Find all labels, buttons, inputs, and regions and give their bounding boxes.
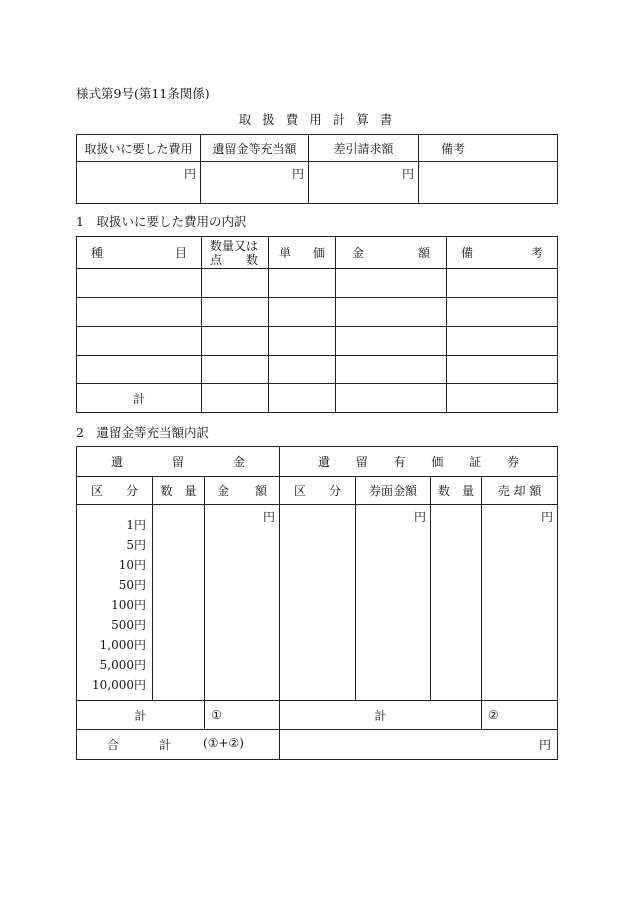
cell-money-amount[interactable]: 円 — [205, 505, 280, 701]
header-unit-price: 単 価 — [269, 237, 336, 269]
cell-net-claim[interactable]: 円 — [309, 162, 419, 204]
total-row — [77, 384, 558, 413]
cell-remarks[interactable] — [419, 162, 558, 204]
list-item: 10円 — [118, 558, 146, 572]
header-amount-money: 金 額 — [205, 477, 280, 505]
table-row — [77, 327, 558, 356]
securities-subtotal-label: 計 — [280, 701, 482, 730]
header-net-claim: 差引請求額 — [309, 135, 419, 162]
cell-deposit-applied[interactable]: 円 — [201, 162, 309, 204]
grand-total-value[interactable]: 円 — [280, 730, 558, 760]
cost-breakdown-table — [76, 236, 558, 413]
section2-heading: 2 遺留金等充当額内訳 — [76, 425, 209, 440]
list-item: 1円 — [126, 518, 146, 532]
denomination-list — [77, 505, 153, 701]
list-item: 1,000円 — [99, 638, 146, 652]
header-amount: 金 額 — [336, 237, 447, 269]
header-face-value: 券面金額 — [356, 477, 431, 505]
header-kind: 種 目 — [77, 237, 202, 269]
list-item: 10,000円 — [92, 678, 146, 692]
header-sale-amount: 売 却 額 — [482, 477, 558, 505]
header-class: 区 分 — [77, 477, 153, 505]
header-deposited-securities: 遺 留 有 価 証 券 — [280, 447, 558, 477]
cell-securities-quantity[interactable] — [431, 505, 482, 701]
cell-face-value[interactable]: 円 — [356, 505, 431, 701]
header-quantity-securities: 数 量 — [431, 477, 482, 505]
money-subtotal-label: 計 — [77, 701, 205, 730]
header-quantity: 数量又は 点 数 — [202, 237, 269, 269]
deposit-breakdown-table — [76, 446, 558, 760]
document-title: 取扱費用計算書 — [238, 112, 404, 127]
header-deposited-money: 遺 留 金 — [77, 447, 280, 477]
header-class-securities: 区 分 — [280, 477, 356, 505]
form-number: 様式第9号(第11条関係) — [76, 86, 210, 101]
table-row — [77, 298, 558, 327]
cell-money-quantity[interactable] — [153, 505, 205, 701]
summary-table — [76, 134, 558, 204]
cell-handling-cost[interactable]: 円 — [77, 162, 201, 204]
securities-subtotal-mark[interactable]: ② — [482, 701, 558, 730]
list-item: 50円 — [118, 578, 146, 592]
cell-sale-amount[interactable]: 円 — [482, 505, 558, 701]
table-row — [77, 356, 558, 384]
header-handling-cost: 取扱いに要した費用 — [77, 135, 201, 162]
section1-heading: 1 取扱いに要した費用の内訳 — [76, 214, 247, 229]
list-item: 5円 — [126, 538, 146, 552]
header-remarks: 備考 — [419, 135, 558, 162]
total-label: 計 — [77, 384, 202, 413]
money-subtotal-mark[interactable]: ① — [205, 701, 280, 730]
table-row — [77, 269, 558, 298]
cell-securities-class[interactable] — [280, 505, 356, 701]
header-quantity-money: 数 量 — [153, 477, 205, 505]
header-note: 備 考 — [447, 237, 558, 269]
grand-total-label: 合 計 (①+②) — [77, 730, 280, 760]
list-item: 500円 — [111, 618, 146, 632]
list-item: 5,000円 — [99, 658, 146, 672]
list-item: 100円 — [111, 598, 146, 612]
header-deposit-applied: 遺留金等充当額 — [201, 135, 309, 162]
